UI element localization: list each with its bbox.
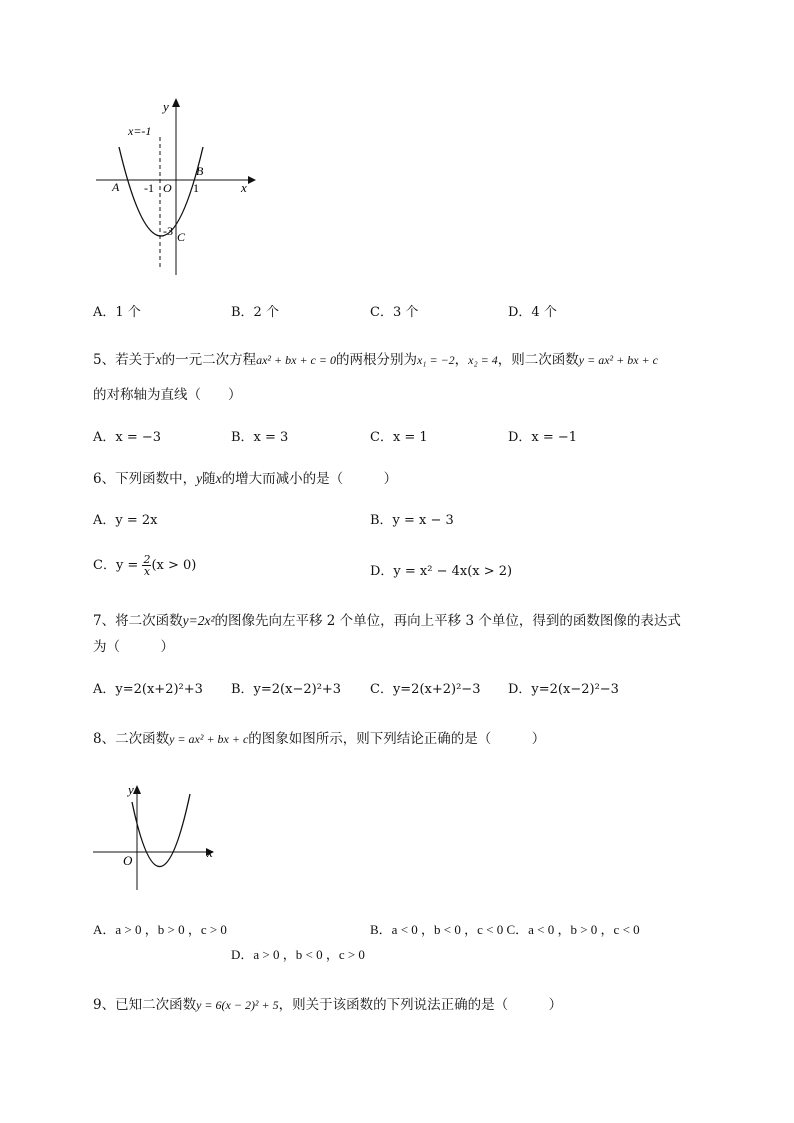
q8-option-a: A．a > 0 ，b > 0 ，c > 0 [93,922,227,937]
graph-parabola-abc [90,95,260,280]
graph2-x-label: x [207,845,213,860]
q7-stem-line2: 为（ ） [93,639,174,655]
q7-option-b: B．y=2(x−2)²+3 [231,682,342,697]
q6-option-d: D．y = x² − 4x(x > 2) [370,564,513,579]
q4-option-d: D．4 个 [508,305,557,320]
q4-option-b: B．2 个 [231,305,279,320]
graph2-y-label: y [128,782,134,797]
q4-option-c: C．3 个 [370,305,419,320]
graph1-point-a: A [112,180,120,194]
q5-option-b: B．x = 3 [231,430,289,445]
q7-option-c: C．y=2(x+2)²−3 [370,682,481,697]
graph2-origin: O [123,853,133,868]
q8-stem: 8、二次函数y = ax² + bx + c的图象如图所示，则下列结论正确的是（ ） [93,731,546,747]
q5-option-c: C．x = 1 [370,430,428,445]
graph1-symmetry-label: x=-1 [128,124,152,138]
graph1-tick-neg3: -3 [163,224,173,238]
q4-option-a: A．1 个 [93,305,141,320]
graph1-origin: O [163,181,172,195]
q8-option-bc: B．a < 0 ，b < 0 ，c < 0 C．a < 0 ，b > 0 ，c < 0 [370,922,640,937]
q6-option-c: C．y = $\frac{2}{x}$ (x > 0) [93,553,197,578]
q5-stem-line2: 的对称轴为直线（ ） [93,387,242,403]
q7-stem-line1: 7、将二次函数y=2x²的图像先向左平移 2 个单位，再向上平移 3 个单位，得到的函数图像的表达式 [93,613,681,629]
q7-option-d: D．y=2(x−2)²−3 [508,682,619,697]
graph-parabola-q8 [90,780,220,895]
q6-option-c-fraction: $\frac{2}{x}$ [143,553,151,578]
q5-stem-line1: 5、若关于x的一元二次方程ax² + bx + c = 0的两根分别为x₁ = −2，x₂ = 4，则二次函数y = ax² + bx + c [93,352,658,368]
q7-option-a: A．y=2(x+2)²+3 [93,682,203,697]
q9-stem: 9、已知二次函数y = 6(x − 2)² + 5，则关于该函数的下列说法正确的是（ ） [93,997,563,1013]
graph1-x-label: x [241,180,247,195]
graph1-point-c: C [177,230,186,244]
q5-option-a: A．x = −3 [93,430,162,445]
q6-option-a: A．y = 2x [93,513,158,528]
graph1-point-b: B [196,164,204,178]
graph1-y-label: y [163,99,169,114]
graph1-tick-neg1: -1 [144,181,154,195]
graph1-tick-1: 1 [193,181,199,195]
q8-option-d: D．a > 0 ，b < 0 ，c > 0 [231,947,365,962]
q5-option-d: D．x = −1 [508,430,578,445]
q6-option-b: B．y = x − 3 [370,513,454,528]
q6-stem: 6、下列函数中，y随x的增大而减小的是（ ） [93,471,398,487]
